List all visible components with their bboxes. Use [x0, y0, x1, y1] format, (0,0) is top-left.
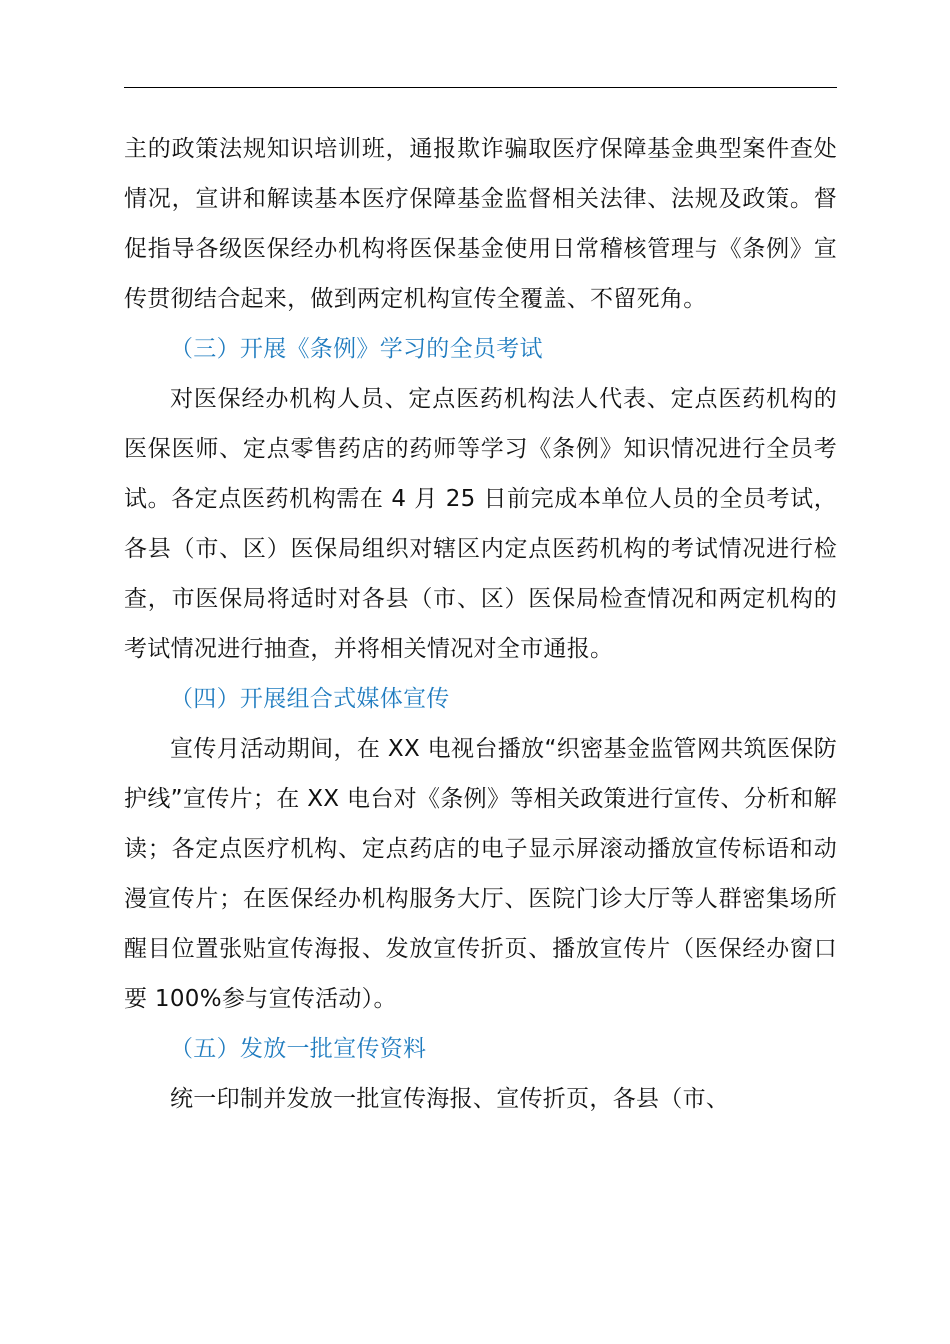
body-paragraph: 统一印制并发放一批宣传海报、宣传折页，各县（市、	[170, 1086, 730, 1112]
header-rule	[124, 87, 837, 88]
body-paragraph: 宣传月活动期间，在 XX 电视台播放“织密基金监管网共筑医保防护线”宣传片；在 XX 电台对《条例》等相关政策进行宣传、分析和解读；各定点医疗机构、定点药店的电子显示屏滚动播放宣传标语和动漫宣传片；在医保经办机构服务大厅、医院门诊大厅等人群密集场所醒目位置张贴宣传海报、发放宣传折页、播放宣传片（医保经办窗口要 100%参与宣传活动）。	[124, 736, 837, 1012]
section-heading-4: （四）开展组合式媒体宣传	[170, 686, 450, 712]
section-heading-3: （三）开展《条例》学习的全员考试	[170, 336, 543, 362]
body-paragraph: 对医保经办机构人员、定点医药机构法人代表、定点医药机构的医保医师、定点零售药店的药师等学习《条例》知识情况进行全员考试。各定点医药机构需在 4 月 25 日前完成本单位人员的全员考试，各县（市、区）医保局组织对辖区内定点医药机构的考试情况进行检查，市医保局将适时对各县（市、区）医保局检查情况和两定机构的考试情况进行抽查，并将相关情况对全市通报。	[124, 386, 837, 662]
section-heading-5: （五）发放一批宣传资料	[170, 1036, 427, 1062]
document-body	[124, 124, 837, 1124]
body-paragraph: 主的政策法规知识培训班，通报欺诈骗取医疗保障基金典型案件查处情况，宣讲和解读基本医疗保障基金监督相关法律、法规及政策。督促指导各级医保经办机构将医保基金使用日常稽核管理与《条例》宣传贯彻结合起来，做到两定机构宣传全覆盖、不留死角。	[124, 136, 837, 312]
